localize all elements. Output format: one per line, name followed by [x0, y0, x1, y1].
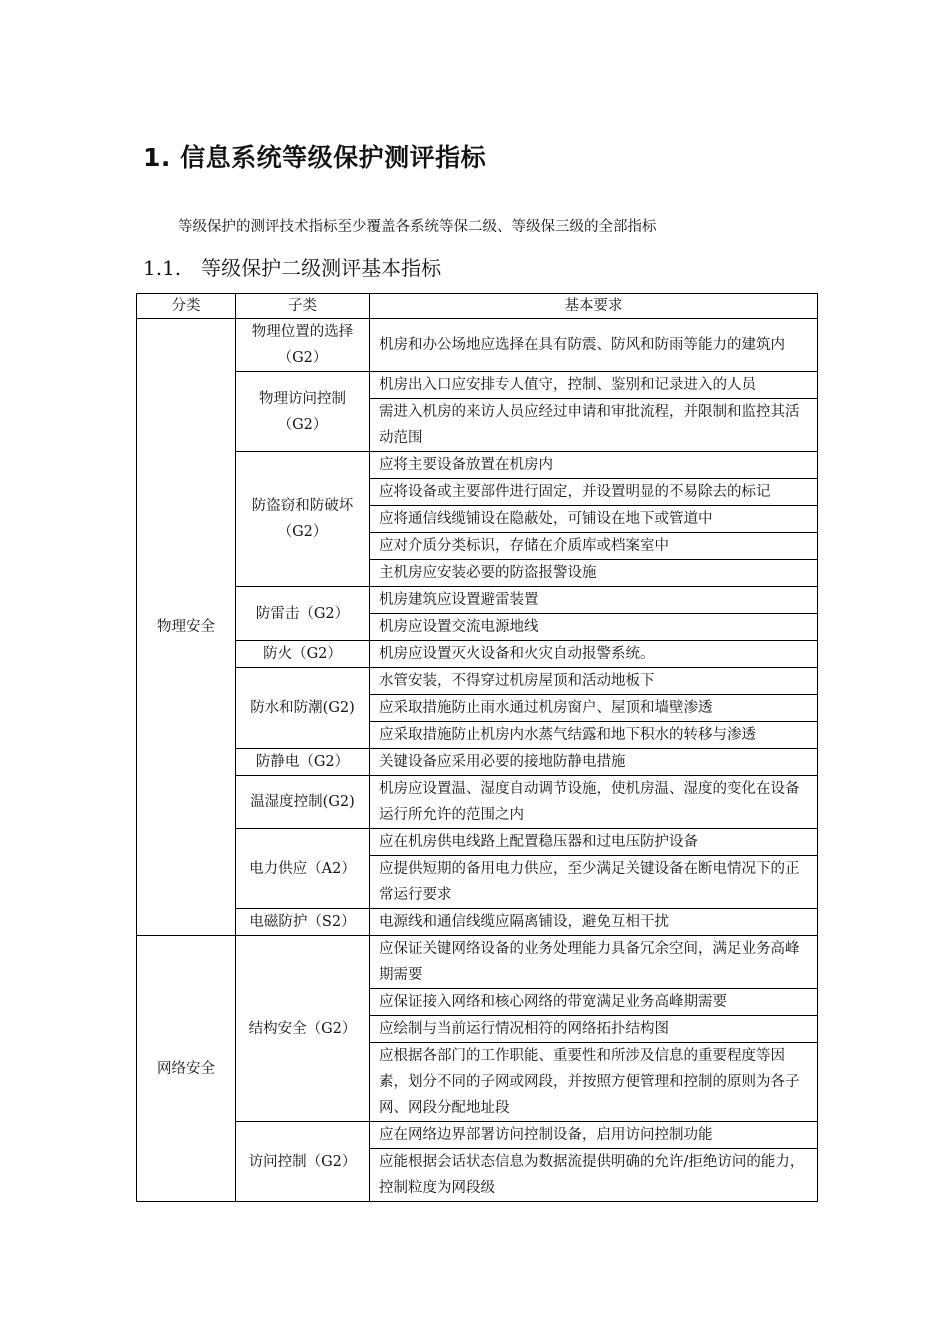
table-row: [137, 1122, 818, 1149]
requirement-cell: 应将设备或主要部件进行固定，并设置明显的不易除去的标记: [370, 479, 818, 506]
subcategory-cell: 电磁防护（S2）: [236, 909, 370, 936]
section-number: 1.: [143, 143, 171, 172]
requirement-cell: 应根据各部门的工作职能、重要性和所涉及信息的重要程度等因素，划分不同的子网或网段，并按照方便管理和控制的原则为各子网、网段分配地址段: [370, 1043, 818, 1122]
table-row: [137, 587, 818, 614]
requirement-cell: 应保证关键网络设备的业务处理能力具备冗余空间，满足业务高峰期需要: [370, 936, 818, 989]
requirement-cell: 应采取措施防止机房内水蒸气结露和地下积水的转移与渗透: [370, 722, 818, 749]
table-row: [137, 641, 818, 668]
table-row: [137, 776, 818, 829]
table-row: [137, 749, 818, 776]
requirement-cell: 应绘制与当前运行情况相符的网络拓扑结构图: [370, 1016, 818, 1043]
requirement-cell: 应对介质分类标识，存储在介质库或档案室中: [370, 533, 818, 560]
header-requirement: 基本要求: [370, 294, 818, 319]
subcategory-cell: 防静电（G2）: [236, 749, 370, 776]
requirement-cell: 水管安装，不得穿过机房屋顶和活动地板下: [370, 668, 818, 695]
intro-paragraph: 等级保护的测评技术指标至少覆盖各系统等保二级、等级保三级的全部指标: [178, 219, 657, 235]
requirement-cell: 应保证接入网络和核心网络的带宽满足业务高峰期需要: [370, 989, 818, 1016]
table-row: [137, 452, 818, 479]
subcategory-cell: 物理位置的选择（G2）: [236, 319, 370, 372]
requirement-cell: 机房出入口应安排专人值守，控制、鉴别和记录进入的人员: [370, 372, 818, 399]
requirement-cell: 应将通信线缆铺设在隐蔽处，可铺设在地下或管道中: [370, 506, 818, 533]
requirement-cell: 电源线和通信线缆应隔离铺设，避免互相干扰: [370, 909, 818, 936]
requirements-table: [136, 293, 818, 1202]
subcategory-cell: 物理访问控制（G2）: [236, 372, 370, 452]
requirement-cell: 应在网络边界部署访问控制设备，启用访问控制功能: [370, 1122, 818, 1149]
table-row: [137, 668, 818, 695]
requirement-cell: 关键设备应采用必要的接地防静电措施: [370, 749, 818, 776]
table-row: [137, 372, 818, 399]
requirement-cell: 需进入机房的来访人员应经过申请和审批流程，并限制和监控其活动范围: [370, 399, 818, 452]
section-heading: [143, 138, 486, 174]
requirement-cell: 应能根据会话状态信息为数据流提供明确的允许/拒绝访问的能力，控制粒度为网段级: [370, 1149, 818, 1202]
requirement-cell: 机房和办公场地应选择在具有防震、防风和防雨等能力的建筑内: [370, 319, 818, 372]
subsection-heading: [143, 252, 441, 281]
table-row: [137, 829, 818, 856]
requirement-cell: 应采取措施防止雨水通过机房窗户、屋顶和墙壁渗透: [370, 695, 818, 722]
requirement-cell: 应在机房供电线路上配置稳压器和过电压防护设备: [370, 829, 818, 856]
subsection-number: 1.1.: [143, 256, 182, 280]
subcategory-cell: 防水和防潮(G2): [236, 668, 370, 749]
table-header-row: [137, 294, 818, 319]
section-title: 信息系统等级保护测评指标: [180, 143, 487, 172]
subsection-title: 等级保护二级测评基本指标: [201, 256, 442, 280]
table-row: [137, 909, 818, 936]
header-category: 分类: [137, 294, 236, 319]
requirement-cell: 机房应设置温、湿度自动调节设施，使机房温、湿度的变化在设备运行所允许的范围之内: [370, 776, 818, 829]
requirement-cell: 机房应设置灭火设备和火灾自动报警系统。: [370, 641, 818, 668]
subcategory-cell: 访问控制（G2）: [236, 1122, 370, 1202]
category-cell: 物理安全: [137, 319, 236, 936]
header-subcategory: 子类: [236, 294, 370, 319]
subcategory-cell: 结构安全（G2）: [236, 936, 370, 1122]
table-row: [137, 319, 818, 372]
requirement-cell: 机房应设置交流电源地线: [370, 614, 818, 641]
requirement-cell: 应提供短期的备用电力供应，至少满足关键设备在断电情况下的正常运行要求: [370, 856, 818, 909]
category-cell: 网络安全: [137, 936, 236, 1202]
subcategory-cell: 防雷击（G2）: [236, 587, 370, 641]
subcategory-cell: 防盗窃和防破坏（G2）: [236, 452, 370, 587]
requirement-cell: 应将主要设备放置在机房内: [370, 452, 818, 479]
subcategory-cell: 防火（G2）: [236, 641, 370, 668]
subcategory-cell: 电力供应（A2）: [236, 829, 370, 909]
table-row: [137, 936, 818, 989]
subcategory-cell: 温湿度控制(G2): [236, 776, 370, 829]
requirement-cell: 主机房应安装必要的防盗报警设施: [370, 560, 818, 587]
requirement-cell: 机房建筑应设置避雷装置: [370, 587, 818, 614]
